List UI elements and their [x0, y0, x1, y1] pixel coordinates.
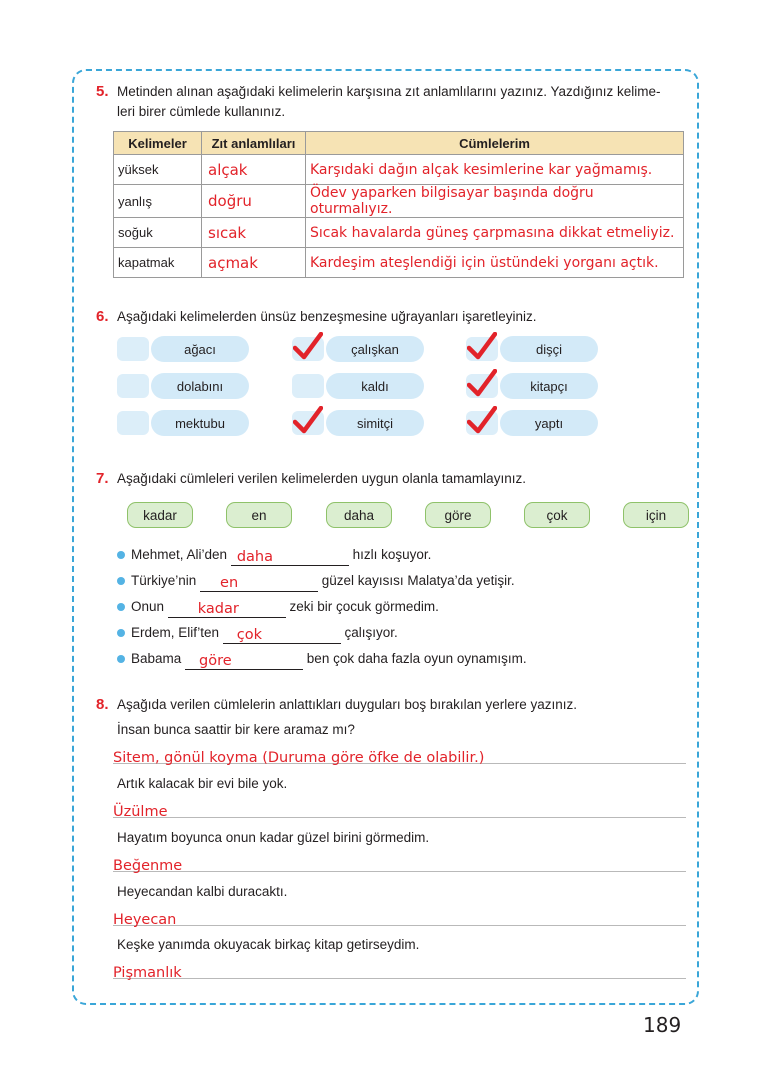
word-pill: kitapçı	[500, 373, 598, 399]
sentence-end: zeki bir çocuk görmedim.	[285, 599, 439, 614]
word-pill: kaldı	[326, 373, 424, 399]
opposite-answer: doğru	[202, 185, 306, 218]
fill-sentence	[117, 570, 515, 592]
table-row	[114, 248, 684, 278]
sentence-answer: Ödev yaparken bilgisayar başında doğru oturmalıyız.	[306, 185, 684, 218]
table-header-row	[114, 132, 684, 155]
option-word: en	[226, 502, 292, 528]
bullet-icon	[117, 629, 125, 637]
word-cell: yüksek	[114, 155, 202, 185]
question-5-text-line2: leri birer cümlede kullanınız.	[117, 104, 286, 119]
answer-blank[interactable]	[185, 653, 303, 670]
emotion-answer-line[interactable]	[113, 743, 686, 764]
checkbox[interactable]	[117, 411, 149, 435]
checkmark-icon	[467, 406, 497, 434]
emotion-answer: Sitem, gönül koyma (Duruma göre öfke de olabilir.)	[113, 750, 485, 766]
sentence-start: Türkiye’nin	[131, 573, 201, 588]
page-number: 189	[643, 1013, 682, 1037]
fill-sentence	[117, 596, 439, 618]
sentence-end: çalışıyor.	[340, 625, 398, 640]
antonym-table	[113, 131, 684, 278]
blank-answer: daha	[236, 549, 273, 565]
bullet-icon	[117, 551, 125, 559]
checkmark-icon	[293, 332, 323, 360]
table-row	[114, 185, 684, 218]
sentence-start: Erdem, Elif’ten	[131, 625, 223, 640]
emotion-sentence: Hayatım boyunca onun kadar güzel birini görmedim.	[117, 830, 430, 845]
header-words: Kelimeler	[114, 132, 202, 155]
question-5-number: 5.	[96, 83, 109, 100]
word-pill: yaptı	[500, 410, 598, 436]
emotion-answer-line[interactable]	[113, 958, 686, 979]
bullet-icon	[117, 655, 125, 663]
answer-blank[interactable]	[223, 627, 341, 644]
question-5-text-line1: Metinden alınan aşağıdaki kelimelerin karşısına zıt anlamlılarını yazınız. Yazdığınız kelime-	[117, 84, 661, 99]
header-opposites: Zıt anlamlıları	[202, 132, 306, 155]
opposite-answer: alçak	[202, 155, 306, 185]
answer-blank[interactable]	[200, 575, 318, 592]
emotion-sentence: Keşke yanımda okuyacak birkaç kitap getirseydim.	[117, 937, 420, 952]
question-8-number: 8.	[96, 696, 109, 713]
fill-sentence	[117, 648, 527, 670]
word-cell: kapatmak	[114, 248, 202, 278]
emotion-answer: Beğenme	[113, 858, 183, 874]
emotion-answer: Heyecan	[113, 912, 177, 928]
option-word: çok	[524, 502, 590, 528]
blank-answer: en	[220, 575, 239, 591]
header-sentences: Cümlelerim	[306, 132, 684, 155]
answer-blank[interactable]	[231, 549, 349, 566]
checkbox[interactable]	[117, 374, 149, 398]
sentence-end: hızlı koşuyor.	[348, 547, 432, 562]
blank-answer: çok	[236, 627, 263, 643]
option-word: daha	[326, 502, 392, 528]
bullet-icon	[117, 603, 125, 611]
sentence-start: Babama	[131, 651, 186, 666]
table-row	[114, 218, 684, 248]
answer-blank[interactable]	[168, 601, 286, 618]
question-6-number: 6.	[96, 308, 109, 325]
emotion-answer: Pişmanlık	[113, 965, 182, 981]
checkmark-icon	[467, 332, 497, 360]
question-7-text: Aşağıdaki cümleleri verilen kelimelerden uygun olanla tamamlayınız.	[117, 471, 526, 486]
sentence-end: ben çok daha fazla oyun oynamışım.	[303, 651, 527, 666]
question-8-text: Aşağıda verilen cümlelerin anlattıkları duyguları boş bırakılan yerlere yazınız.	[117, 697, 577, 712]
emotion-answer-line[interactable]	[113, 851, 686, 872]
emotion-answer-line[interactable]	[113, 905, 686, 926]
sentence-answer: Karşıdaki dağın alçak kesimlerine kar yağmamış.	[306, 155, 684, 185]
blank-answer: göre	[199, 653, 232, 669]
sentence-answer: Kardeşim ateşlendiği için üstündeki yorganı açtık.	[306, 248, 684, 278]
word-pill: dolabını	[151, 373, 249, 399]
opposite-answer: açmak	[202, 248, 306, 278]
blank-answer: kadar	[197, 601, 239, 617]
table-row	[114, 155, 684, 185]
emotion-answer-line[interactable]	[113, 797, 686, 818]
fill-sentence	[117, 622, 398, 644]
fill-sentence	[117, 544, 431, 566]
emotion-sentence: Heyecandan kalbi duracaktı.	[117, 884, 288, 899]
option-word: için	[623, 502, 689, 528]
checkmark-icon	[293, 406, 323, 434]
emotion-sentence: Artık kalacak bir evi bile yok.	[117, 776, 288, 791]
sentence-start: Mehmet, Ali’den	[131, 547, 231, 562]
word-cell: soğuk	[114, 218, 202, 248]
question-6-text: Aşağıdaki kelimelerden ünsüz benzeşmesine uğrayanları işaretleyiniz.	[117, 309, 537, 324]
checkbox[interactable]	[292, 374, 324, 398]
word-pill: dişçi	[500, 336, 598, 362]
emotion-answer: Üzülme	[113, 804, 168, 820]
sentence-start: Onun	[131, 599, 168, 614]
question-7-number: 7.	[96, 470, 109, 487]
word-pill: ağacı	[151, 336, 249, 362]
word-pill: mektubu	[151, 410, 249, 436]
checkmark-icon	[467, 369, 497, 397]
emotion-sentence: İnsan bunca saattir bir kere aramaz mı?	[117, 722, 355, 737]
bullet-icon	[117, 577, 125, 585]
option-word: göre	[425, 502, 491, 528]
opposite-answer: sıcak	[202, 218, 306, 248]
option-word: kadar	[127, 502, 193, 528]
sentence-answer: Sıcak havalarda güneş çarpmasına dikkat etmeliyiz.	[306, 218, 684, 248]
sentence-end: güzel kayısısı Malatya’da yetişir.	[318, 573, 515, 588]
word-cell: yanlış	[114, 185, 202, 218]
checkbox[interactable]	[117, 337, 149, 361]
word-pill: simitçi	[326, 410, 424, 436]
word-pill: çalışkan	[326, 336, 424, 362]
